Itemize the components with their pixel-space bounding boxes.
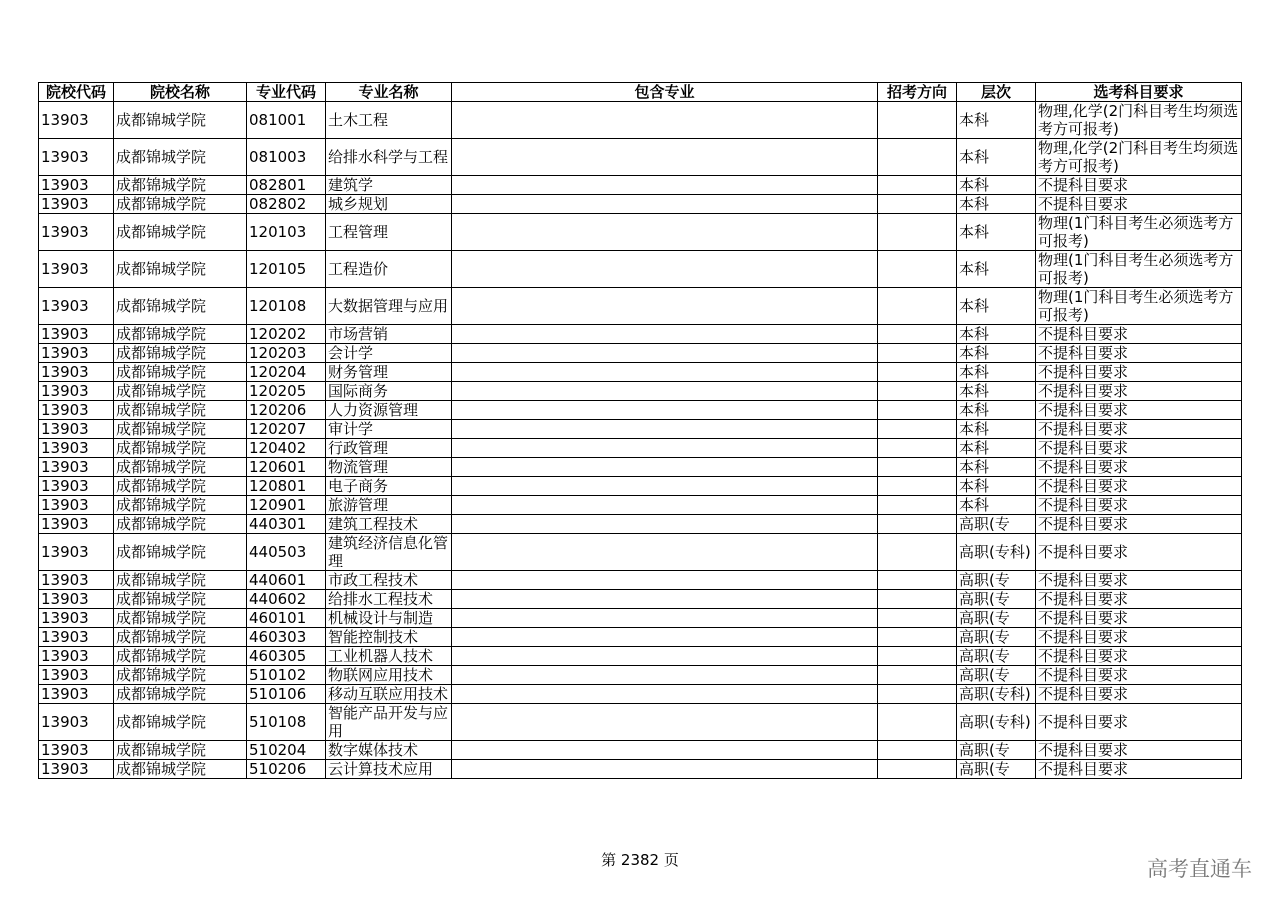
cell-included-majors xyxy=(452,609,878,628)
cell-direction xyxy=(878,102,957,139)
cell-direction xyxy=(878,363,957,382)
table-row xyxy=(39,382,1242,401)
cell-included-majors xyxy=(452,401,878,420)
cell-included-majors xyxy=(452,214,878,251)
cell-major-code: 120108 xyxy=(247,288,326,325)
cell-school-code: 13903 xyxy=(39,382,114,401)
cell-school-code: 13903 xyxy=(39,666,114,685)
cell-school-code: 13903 xyxy=(39,571,114,590)
cell-included-majors xyxy=(452,420,878,439)
cell-major-name: 土木工程 xyxy=(326,102,452,139)
cell-included-majors xyxy=(452,382,878,401)
cell-level: 本科 xyxy=(957,439,1036,458)
cell-direction xyxy=(878,251,957,288)
cell-major-name: 智能产品开发与应用 xyxy=(326,704,452,741)
cell-direction xyxy=(878,344,957,363)
table-row xyxy=(39,288,1242,325)
cell-major-code: 120105 xyxy=(247,251,326,288)
cell-direction xyxy=(878,609,957,628)
cell-subject-requirement: 不提科目要求 xyxy=(1036,382,1242,401)
cell-school-name: 成都锦城学院 xyxy=(114,102,247,139)
cell-major-name: 审计学 xyxy=(326,420,452,439)
cell-school-name: 成都锦城学院 xyxy=(114,420,247,439)
table-row xyxy=(39,685,1242,704)
cell-school-code: 13903 xyxy=(39,420,114,439)
cell-included-majors xyxy=(452,176,878,195)
cell-included-majors xyxy=(452,685,878,704)
cell-level: 本科 xyxy=(957,420,1036,439)
cell-included-majors xyxy=(452,628,878,647)
cell-school-code: 13903 xyxy=(39,363,114,382)
table-row xyxy=(39,139,1242,176)
cell-subject-requirement: 不提科目要求 xyxy=(1036,420,1242,439)
cell-major-code: 120103 xyxy=(247,214,326,251)
cell-major-name: 物流管理 xyxy=(326,458,452,477)
cell-major-code: 120202 xyxy=(247,325,326,344)
table-row xyxy=(39,195,1242,214)
cell-school-code: 13903 xyxy=(39,704,114,741)
cell-direction xyxy=(878,382,957,401)
cell-included-majors xyxy=(452,760,878,779)
cell-subject-requirement: 不提科目要求 xyxy=(1036,496,1242,515)
cell-level: 本科 xyxy=(957,214,1036,251)
watermark: 高考直通车 xyxy=(1147,857,1252,881)
cell-school-name: 成都锦城学院 xyxy=(114,344,247,363)
table-row xyxy=(39,628,1242,647)
cell-subject-requirement: 不提科目要求 xyxy=(1036,439,1242,458)
table-row xyxy=(39,251,1242,288)
cell-direction xyxy=(878,288,957,325)
cell-school-name: 成都锦城学院 xyxy=(114,382,247,401)
cell-level: 高职(专科) xyxy=(957,534,1036,571)
cell-major-name: 行政管理 xyxy=(326,439,452,458)
header-row xyxy=(39,83,1242,102)
cell-major-code: 120601 xyxy=(247,458,326,477)
table-row xyxy=(39,609,1242,628)
table-row xyxy=(39,760,1242,779)
cell-school-code: 13903 xyxy=(39,458,114,477)
cell-school-code: 13903 xyxy=(39,685,114,704)
cell-major-name: 大数据管理与应用 xyxy=(326,288,452,325)
cell-subject-requirement: 不提科目要求 xyxy=(1036,325,1242,344)
cell-included-majors xyxy=(452,534,878,571)
cell-direction xyxy=(878,628,957,647)
cell-major-code: 081003 xyxy=(247,139,326,176)
cell-school-name: 成都锦城学院 xyxy=(114,515,247,534)
cell-school-name: 成都锦城学院 xyxy=(114,401,247,420)
cell-school-name: 成都锦城学院 xyxy=(114,288,247,325)
cell-major-name: 建筑学 xyxy=(326,176,452,195)
cell-direction xyxy=(878,666,957,685)
cell-school-name: 成都锦城学院 xyxy=(114,704,247,741)
cell-level: 本科 xyxy=(957,102,1036,139)
cell-school-code: 13903 xyxy=(39,176,114,195)
cell-school-name: 成都锦城学院 xyxy=(114,609,247,628)
header-subject-requirement: 选考科目要求 xyxy=(1036,83,1242,102)
cell-major-name: 城乡规划 xyxy=(326,195,452,214)
cell-included-majors xyxy=(452,288,878,325)
table-row xyxy=(39,590,1242,609)
table-row xyxy=(39,214,1242,251)
cell-school-name: 成都锦城学院 xyxy=(114,571,247,590)
table-row xyxy=(39,741,1242,760)
cell-major-name: 智能控制技术 xyxy=(326,628,452,647)
cell-major-name: 会计学 xyxy=(326,344,452,363)
cell-school-name: 成都锦城学院 xyxy=(114,214,247,251)
cell-school-name: 成都锦城学院 xyxy=(114,496,247,515)
cell-school-code: 13903 xyxy=(39,609,114,628)
cell-direction xyxy=(878,439,957,458)
cell-major-name: 人力资源管理 xyxy=(326,401,452,420)
cell-major-code: 120402 xyxy=(247,439,326,458)
table-row xyxy=(39,401,1242,420)
cell-level: 本科 xyxy=(957,382,1036,401)
cell-included-majors xyxy=(452,477,878,496)
cell-direction xyxy=(878,647,957,666)
cell-subject-requirement: 物理(1门科目考生必须选考方可报考) xyxy=(1036,214,1242,251)
cell-level: 高职(专 xyxy=(957,590,1036,609)
cell-direction xyxy=(878,477,957,496)
header-major-name: 专业名称 xyxy=(326,83,452,102)
cell-included-majors xyxy=(452,647,878,666)
cell-school-code: 13903 xyxy=(39,344,114,363)
cell-direction xyxy=(878,741,957,760)
cell-included-majors xyxy=(452,571,878,590)
cell-level: 本科 xyxy=(957,139,1036,176)
cell-level: 高职(专科) xyxy=(957,704,1036,741)
cell-major-name: 市政工程技术 xyxy=(326,571,452,590)
cell-direction xyxy=(878,685,957,704)
cell-included-majors xyxy=(452,439,878,458)
cell-major-code: 120206 xyxy=(247,401,326,420)
cell-school-code: 13903 xyxy=(39,325,114,344)
cell-school-code: 13903 xyxy=(39,401,114,420)
cell-school-name: 成都锦城学院 xyxy=(114,195,247,214)
cell-school-code: 13903 xyxy=(39,214,114,251)
cell-level: 高职(专 xyxy=(957,515,1036,534)
cell-major-code: 120204 xyxy=(247,363,326,382)
header-major-code: 专业代码 xyxy=(247,83,326,102)
cell-major-code: 460101 xyxy=(247,609,326,628)
cell-level: 本科 xyxy=(957,477,1036,496)
table-row xyxy=(39,477,1242,496)
cell-subject-requirement: 不提科目要求 xyxy=(1036,458,1242,477)
cell-direction xyxy=(878,760,957,779)
table-body xyxy=(39,102,1242,779)
cell-level: 本科 xyxy=(957,325,1036,344)
cell-included-majors xyxy=(452,741,878,760)
cell-level: 本科 xyxy=(957,496,1036,515)
cell-major-name: 数字媒体技术 xyxy=(326,741,452,760)
cell-level: 本科 xyxy=(957,363,1036,382)
cell-school-code: 13903 xyxy=(39,741,114,760)
header-school-code: 院校代码 xyxy=(39,83,114,102)
cell-major-name: 市场营销 xyxy=(326,325,452,344)
cell-major-code: 440301 xyxy=(247,515,326,534)
cell-school-code: 13903 xyxy=(39,628,114,647)
cell-subject-requirement: 不提科目要求 xyxy=(1036,685,1242,704)
table-row xyxy=(39,704,1242,741)
cell-school-name: 成都锦城学院 xyxy=(114,590,247,609)
table-row xyxy=(39,534,1242,571)
cell-subject-requirement: 不提科目要求 xyxy=(1036,534,1242,571)
cell-subject-requirement: 不提科目要求 xyxy=(1036,704,1242,741)
cell-direction xyxy=(878,458,957,477)
cell-school-name: 成都锦城学院 xyxy=(114,534,247,571)
cell-subject-requirement: 物理,化学(2门科目考生均须选考方可报考) xyxy=(1036,139,1242,176)
cell-major-name: 电子商务 xyxy=(326,477,452,496)
cell-included-majors xyxy=(452,325,878,344)
cell-major-name: 建筑经济信息化管理 xyxy=(326,534,452,571)
cell-school-name: 成都锦城学院 xyxy=(114,685,247,704)
header-level: 层次 xyxy=(957,83,1036,102)
cell-major-name: 机械设计与制造 xyxy=(326,609,452,628)
cell-included-majors xyxy=(452,344,878,363)
cell-school-name: 成都锦城学院 xyxy=(114,458,247,477)
cell-school-name: 成都锦城学院 xyxy=(114,477,247,496)
cell-subject-requirement: 物理(1门科目考生必须选考方可报考) xyxy=(1036,251,1242,288)
cell-subject-requirement: 不提科目要求 xyxy=(1036,363,1242,382)
header-direction: 招考方向 xyxy=(878,83,957,102)
cell-subject-requirement: 不提科目要求 xyxy=(1036,515,1242,534)
cell-major-name: 国际商务 xyxy=(326,382,452,401)
table-row xyxy=(39,666,1242,685)
cell-subject-requirement: 不提科目要求 xyxy=(1036,195,1242,214)
cell-school-code: 13903 xyxy=(39,647,114,666)
table-row xyxy=(39,515,1242,534)
cell-direction xyxy=(878,420,957,439)
cell-major-code: 510206 xyxy=(247,760,326,779)
cell-included-majors xyxy=(452,195,878,214)
cell-level: 高职(专 xyxy=(957,741,1036,760)
admissions-table xyxy=(38,82,1242,779)
table-row xyxy=(39,439,1242,458)
cell-major-name: 工程造价 xyxy=(326,251,452,288)
cell-included-majors xyxy=(452,458,878,477)
table-row xyxy=(39,344,1242,363)
header-included-majors: 包含专业 xyxy=(452,83,878,102)
cell-major-code: 460305 xyxy=(247,647,326,666)
cell-major-name: 工业机器人技术 xyxy=(326,647,452,666)
cell-school-name: 成都锦城学院 xyxy=(114,760,247,779)
cell-school-code: 13903 xyxy=(39,515,114,534)
cell-subject-requirement: 不提科目要求 xyxy=(1036,628,1242,647)
cell-direction xyxy=(878,534,957,571)
table-row xyxy=(39,571,1242,590)
cell-direction xyxy=(878,214,957,251)
cell-level: 本科 xyxy=(957,458,1036,477)
cell-subject-requirement: 不提科目要求 xyxy=(1036,571,1242,590)
cell-major-code: 440601 xyxy=(247,571,326,590)
cell-direction xyxy=(878,496,957,515)
page-number: 第 2382 页 xyxy=(601,851,679,869)
cell-direction xyxy=(878,325,957,344)
cell-major-code: 082801 xyxy=(247,176,326,195)
cell-included-majors xyxy=(452,704,878,741)
cell-major-name: 云计算技术应用 xyxy=(326,760,452,779)
cell-school-code: 13903 xyxy=(39,477,114,496)
cell-major-code: 440503 xyxy=(247,534,326,571)
table-row xyxy=(39,647,1242,666)
table-row xyxy=(39,458,1242,477)
cell-school-code: 13903 xyxy=(39,534,114,571)
cell-subject-requirement: 不提科目要求 xyxy=(1036,609,1242,628)
cell-level: 高职(专 xyxy=(957,647,1036,666)
cell-school-name: 成都锦城学院 xyxy=(114,176,247,195)
cell-direction xyxy=(878,515,957,534)
cell-direction xyxy=(878,401,957,420)
cell-level: 高职(专 xyxy=(957,609,1036,628)
cell-subject-requirement: 不提科目要求 xyxy=(1036,666,1242,685)
cell-major-code: 081001 xyxy=(247,102,326,139)
cell-major-name: 给排水工程技术 xyxy=(326,590,452,609)
table-row xyxy=(39,363,1242,382)
cell-level: 高职(专 xyxy=(957,571,1036,590)
cell-school-name: 成都锦城学院 xyxy=(114,666,247,685)
cell-school-name: 成都锦城学院 xyxy=(114,741,247,760)
cell-major-name: 工程管理 xyxy=(326,214,452,251)
cell-subject-requirement: 物理(1门科目考生必须选考方可报考) xyxy=(1036,288,1242,325)
cell-major-name: 物联网应用技术 xyxy=(326,666,452,685)
cell-direction xyxy=(878,704,957,741)
cell-school-name: 成都锦城学院 xyxy=(114,363,247,382)
cell-subject-requirement: 物理,化学(2门科目考生均须选考方可报考) xyxy=(1036,102,1242,139)
cell-school-name: 成都锦城学院 xyxy=(114,647,247,666)
cell-included-majors xyxy=(452,496,878,515)
cell-subject-requirement: 不提科目要求 xyxy=(1036,741,1242,760)
cell-school-code: 13903 xyxy=(39,590,114,609)
cell-school-code: 13903 xyxy=(39,439,114,458)
cell-school-code: 13903 xyxy=(39,288,114,325)
cell-level: 本科 xyxy=(957,344,1036,363)
cell-major-name: 财务管理 xyxy=(326,363,452,382)
cell-major-code: 460303 xyxy=(247,628,326,647)
cell-school-name: 成都锦城学院 xyxy=(114,325,247,344)
cell-included-majors xyxy=(452,666,878,685)
cell-direction xyxy=(878,195,957,214)
cell-school-code: 13903 xyxy=(39,195,114,214)
cell-school-name: 成都锦城学院 xyxy=(114,439,247,458)
cell-level: 高职(专 xyxy=(957,760,1036,779)
cell-subject-requirement: 不提科目要求 xyxy=(1036,344,1242,363)
cell-included-majors xyxy=(452,251,878,288)
cell-major-code: 510204 xyxy=(247,741,326,760)
cell-included-majors xyxy=(452,515,878,534)
cell-school-code: 13903 xyxy=(39,760,114,779)
cell-subject-requirement: 不提科目要求 xyxy=(1036,647,1242,666)
cell-direction xyxy=(878,176,957,195)
cell-major-code: 120207 xyxy=(247,420,326,439)
cell-school-name: 成都锦城学院 xyxy=(114,251,247,288)
cell-major-code: 120801 xyxy=(247,477,326,496)
table-row xyxy=(39,325,1242,344)
header-school-name: 院校名称 xyxy=(114,83,247,102)
table-row xyxy=(39,176,1242,195)
cell-major-code: 510108 xyxy=(247,704,326,741)
cell-major-name: 建筑工程技术 xyxy=(326,515,452,534)
cell-school-code: 13903 xyxy=(39,139,114,176)
cell-subject-requirement: 不提科目要求 xyxy=(1036,760,1242,779)
cell-major-code: 510106 xyxy=(247,685,326,704)
table-row xyxy=(39,496,1242,515)
cell-school-name: 成都锦城学院 xyxy=(114,628,247,647)
cell-level: 本科 xyxy=(957,251,1036,288)
cell-included-majors xyxy=(452,363,878,382)
cell-level: 本科 xyxy=(957,401,1036,420)
cell-level: 本科 xyxy=(957,288,1036,325)
cell-subject-requirement: 不提科目要求 xyxy=(1036,477,1242,496)
cell-level: 本科 xyxy=(957,195,1036,214)
cell-major-name: 旅游管理 xyxy=(326,496,452,515)
cell-major-code: 440602 xyxy=(247,590,326,609)
cell-direction xyxy=(878,590,957,609)
cell-level: 高职(专科) xyxy=(957,685,1036,704)
cell-major-name: 移动互联应用技术 xyxy=(326,685,452,704)
cell-major-code: 120203 xyxy=(247,344,326,363)
cell-level: 高职(专 xyxy=(957,628,1036,647)
cell-major-code: 120901 xyxy=(247,496,326,515)
cell-major-code: 082802 xyxy=(247,195,326,214)
table-row xyxy=(39,102,1242,139)
cell-school-code: 13903 xyxy=(39,496,114,515)
cell-level: 本科 xyxy=(957,176,1036,195)
cell-school-code: 13903 xyxy=(39,102,114,139)
cell-major-name: 给排水科学与工程 xyxy=(326,139,452,176)
cell-included-majors xyxy=(452,590,878,609)
cell-included-majors xyxy=(452,139,878,176)
cell-included-majors xyxy=(452,102,878,139)
cell-subject-requirement: 不提科目要求 xyxy=(1036,401,1242,420)
cell-school-code: 13903 xyxy=(39,251,114,288)
cell-subject-requirement: 不提科目要求 xyxy=(1036,176,1242,195)
cell-major-code: 120205 xyxy=(247,382,326,401)
cell-subject-requirement: 不提科目要求 xyxy=(1036,590,1242,609)
cell-major-code: 510102 xyxy=(247,666,326,685)
cell-level: 高职(专 xyxy=(957,666,1036,685)
cell-direction xyxy=(878,571,957,590)
cell-school-name: 成都锦城学院 xyxy=(114,139,247,176)
table-row xyxy=(39,420,1242,439)
cell-direction xyxy=(878,139,957,176)
